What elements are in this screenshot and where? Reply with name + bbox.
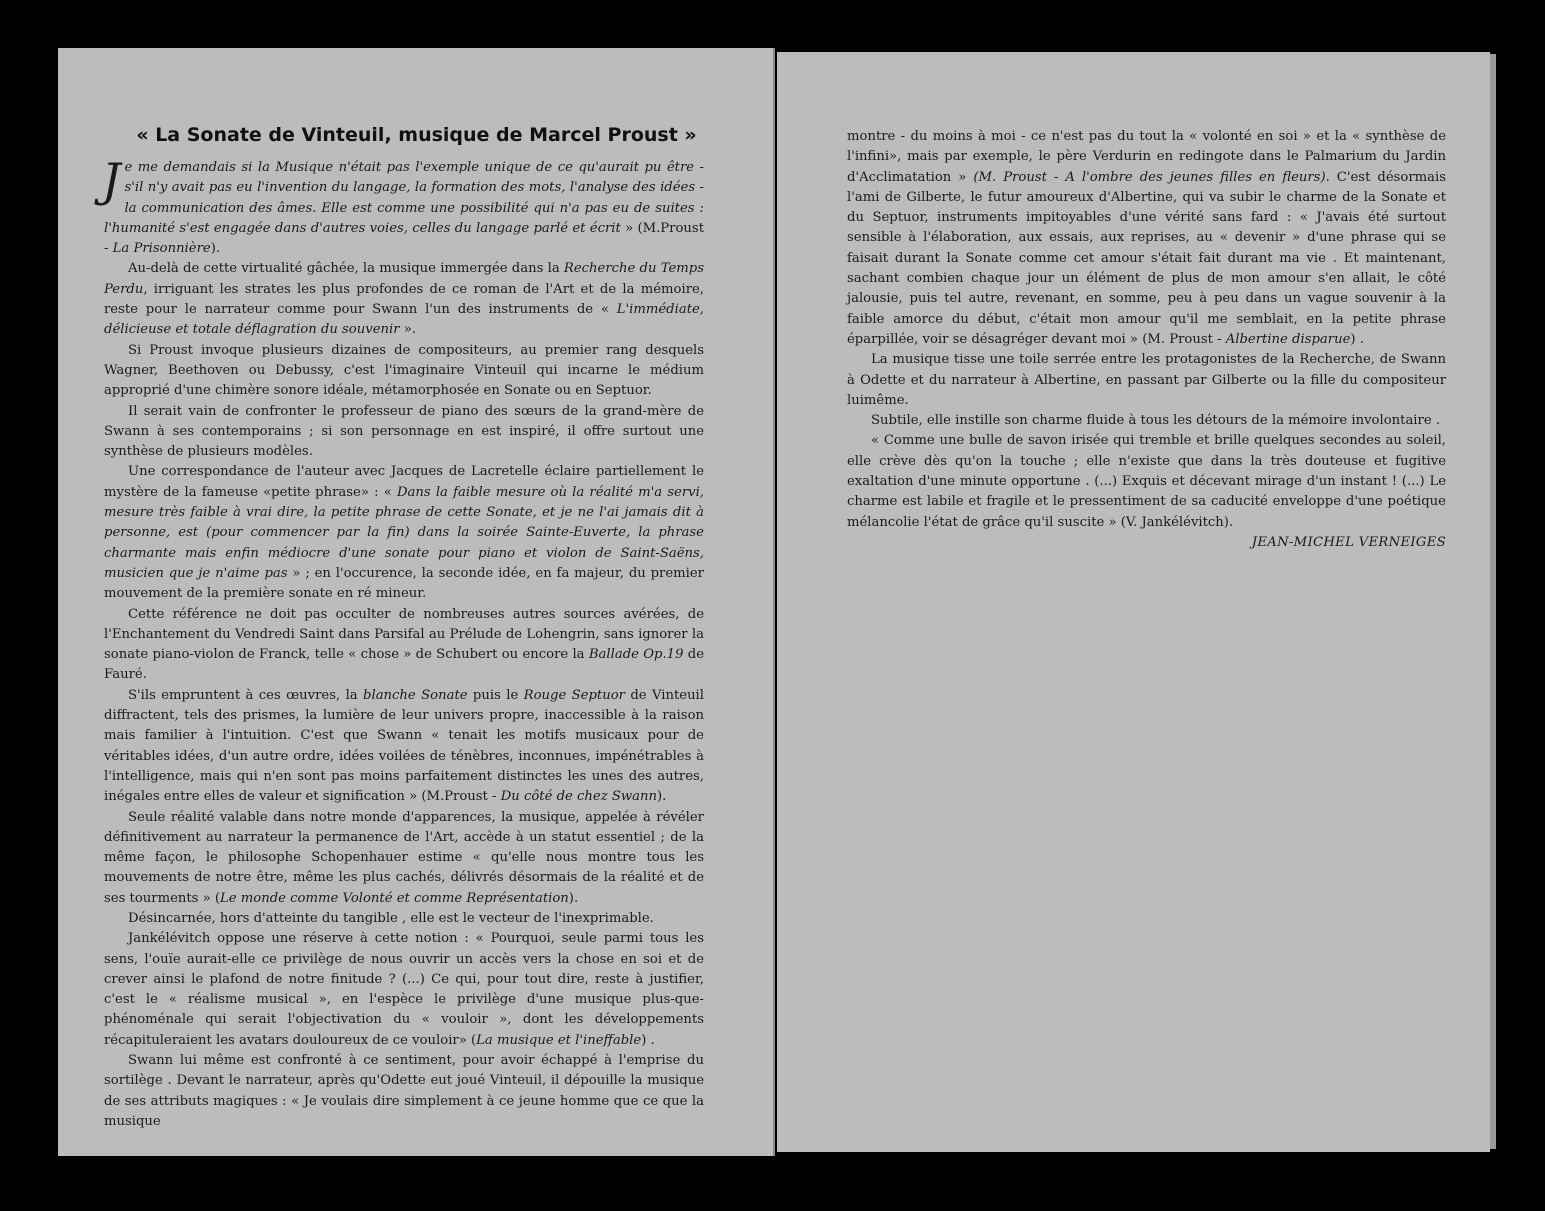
page-edge bbox=[1490, 54, 1496, 1149]
paragraph: Swann lui même est confronté à ce sentiment, pour avoir échappé à l'emprise du sortilège . Devant le narrateur, après qu'Odette eut joué Vinteuil, il dépouille la musique de ses attributs magiques : « Je voulais dire simplement à ce jeune homme que ce que la musique bbox=[104, 1053, 704, 1129]
paragraph: Seule réalité valable dans notre monde d'apparences, la musique, appelée à révéler définitivement au narrateur la permanence de l'Art, accède à un statut essentiel ; de la même façon, le philosophe Schopenhauer estime « qu'elle nous montre tous les mouvements de notre être, même les plus cachés, délivrés désormais de la réalité et de ses tourments » (Le monde comme Volonté et comme Représentation). bbox=[104, 809, 704, 906]
article-title: « La Sonate de Vinteuil, musique de Marcel Proust » bbox=[136, 124, 697, 146]
paragraph: Jankélévitch oppose une réserve à cette notion : « Pourquoi, seule parmi tous les sens, l'ouïe aurait-elle ce privilège de nous ouvrir un accès vers la chose en soi et de crever ainsi le plafond de notre finitude ? (...) Ce qui, pour tout dire, reste à justifier, c'est le « réalisme musical », en l'espèce le privilège d'une musique plus-que-phénoménale qui serait l'objectivation du « vouloir », dont les développements récapituleraient les avatars douloureux de ce vouloir» (La musique et l'ineffable) . bbox=[104, 931, 704, 1048]
paragraph: Au-delà de cette virtualité gâchée, la musique immergée dans la Recherche du Temps Perdu, irriguant les strates les plus profondes de ce roman de l'Art et de la mémoire, reste pour le narrateur comme pour Swann l'un des instruments de « L'immédiate, délicieuse et totale déflagration du souvenir ». bbox=[104, 261, 704, 338]
paragraph: Cette référence ne doit pas occulter de nombreuses autres sources avérées, de l'Enchantement du Vendredi Saint dans Parsifal au Prélude de Lohengrin, sans ignorer la sonate piano-violon de Franck, telle « chose » de Schubert ou encore la Ballade Op.19 de Fauré. bbox=[104, 606, 705, 683]
paragraph: Il serait vain de confronter le professeur de piano des sœurs de la grand-mère de Swann à ses contemporains ; si son personnage en est inspiré, il offre surtout une synthèse de plusieurs modèles. bbox=[104, 403, 704, 460]
right-column-text bbox=[847, 127, 1446, 553]
paragraph: montre - du moins à moi - ce n'est pas du tout la « volonté en soi » et la « synthèse de l'infini», mais par exemple, le père Verdurin en redingote dans le Palmarium du Jardin d'Acclimatation » (M. Proust - A l'ombre des jeunes filles en fleurs). C'est désormais l'ami de Gilberte, le futur amoureux d'Albertine, qui va subir le charme de la Sonate et du Septuor, instruments impitoyables d'une vérité sans fard : « J'avais été surtout sensible à l'élaboration, aux essais, aux reprises, au « devenir » d'une phrase qui se faisait durant la Sonate comme cet amour s'était fait durant ma vie . Et maintenant, sachant combien chaque jour un élément de plus de mon amour s'en allait, le côté jalousie, puis tel autre, revenant, en somme, peu à peu dans un vague souvenir à la faible amorce du début, c'était mon amour qu'il me semblait, en la petite phrase éparpillée, voir se désagréger devant moi » (M. Proust - Albertine disparue) . bbox=[847, 129, 1446, 347]
paragraph: La musique tisse une toile serrée entre les protagonistes de la Recherche, de Swann à Odette et du narrateur à Albertine, en passant par Gilberte ou la fille du compositeur luimême. bbox=[847, 352, 1446, 408]
paragraph: Une correspondance de l'auteur avec Jacques de Lacretelle éclaire partiellement le mystère de la fameuse «petite phrase» : « Dans la faible mesure où la réalité m'a servi, mesure très faible à vrai dire, la petite phrase de cette Sonate, et je ne l'ai jamais dit à personne, est (pour commencer par la fin) dans la soirée Sainte-Euverte, la phrase charmante mais enfin médiocre d'une sonate pour piano et violon de Saint-Saëns, musicien que je n'aime pas » ; en l'occurence, la seconde idée, en fa majeur, du premier mouvement de la première sonate en ré mineur. bbox=[104, 464, 704, 602]
paragraph: Subtile, elle instille son charme fluide à tous les détours de la mémoire involontaire . bbox=[871, 413, 1441, 429]
left-column-text bbox=[102, 153, 705, 1132]
author-signature: JEAN-MICHEL VERNEIGES bbox=[1251, 534, 1446, 550]
paragraph: Désincarnée, hors d'atteinte du tangible , elle est le vecteur de l'inexprimable. bbox=[128, 910, 654, 926]
paragraph: Je me demandais si la Musique n'était pas l'exemple unique de ce qu'aurait pu être - s'il n'y avait pas eu l'invention du langage, la formation des mots, l'analyse des idées - la communication des âmes. Elle est comme une possibilité qui n'a pas eu de suites : l'humanité s'est engagée dans d'autres voies, celles du langage parlé et écrit » (M.Proust - La Prisonnière). bbox=[102, 153, 704, 257]
left-page bbox=[58, 48, 775, 1156]
paragraph: Si Proust invoque plusieurs dizaines de compositeurs, au premier rang desquels Wagner, Beethoven ou Debussy, c'est l'imaginaire Vinteuil qui incarne le médium approprié d'une chimère sonore idéale, métamorphosée en Sonate ou en Septuor. bbox=[104, 342, 704, 399]
drop-cap: J bbox=[102, 153, 121, 207]
right-page bbox=[777, 52, 1490, 1152]
paragraph: « Comme une bulle de savon irisée qui tremble et brille quelques secondes au soleil, elle crève dès qu'on la touche ; elle n'existe que dans la très douteuse et fugitive exaltation d'une minute opportune . (...) Exquis et décevant mirage d'un instant ! (...) Le charme est labile et fragile et le pressentiment de sa caducité enveloppe d'une poétique mélancolie l'état de grâce qu'il suscite » (V. Jankélévitch). bbox=[847, 433, 1446, 530]
paragraph: S'ils empruntent à ces œuvres, la blanche Sonate puis le Rouge Septuor de Vinteuil diffractent, tels des prismes, la lumière de leur univers propre, inaccessible à la raison mais familier à l'intuition. C'est que Swann « tenait les motifs musicaux pour de véritables idées, d'un autre ordre, idées voilées de ténèbres, inconnues, impénétrables à l'intelligence, mais qui n'en sont pas moins parfaitement distinctes les unes des autres, inégales entre elles de valeur et signification » (M.Proust - Du côté de chez Swann). bbox=[104, 687, 704, 805]
